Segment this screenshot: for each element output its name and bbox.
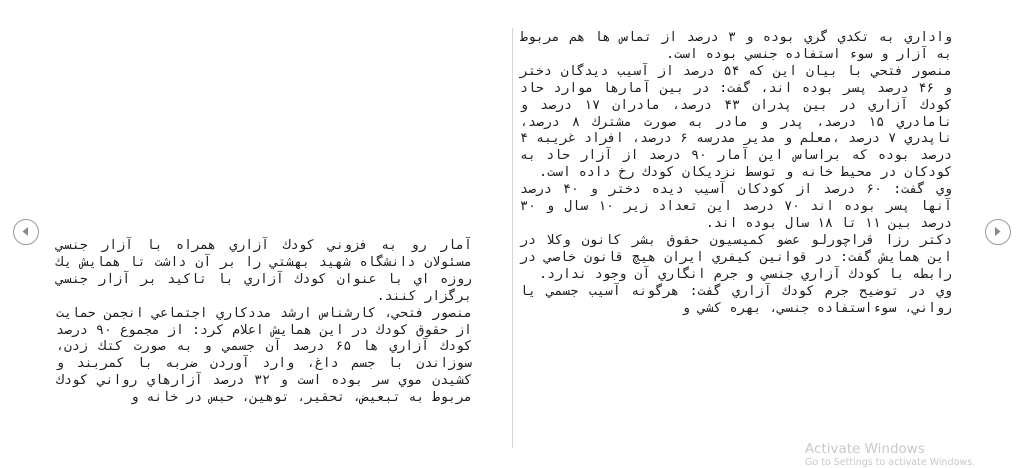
book-spine bbox=[512, 28, 513, 448]
paragraph: دكتر رزا قراچورلو عضو كميسيون حقوق بشر كانون وكلا در اين همايش گفت: در قوانين كيفري ايران هيچ قانون خاصي در رابطه با كودك آزاري جنسي و جرم انگاري آن وجود ندارد. bbox=[520, 232, 952, 282]
right-page-text bbox=[520, 30, 952, 317]
watermark-title: Activate Windows bbox=[805, 441, 925, 457]
paragraph: وي گفت: ۶۰ درصد از كودكان آسيب ديده دختر و ۴۰ درصد آنها پسر بوده اند ۷۰ درصد اين تعداد زير ۱۰ سال و ۳۰ درصد بين ۱۱ تا ۱۸ سال بوده اند. bbox=[520, 182, 953, 231]
paragraph: منصور فتحي با بيان اين كه ۵۴ درصد از آسيب ديدگان دختر و ۴۶ درصد پسر بوده اند، گفت: در بين آمارها موارد حاد كودك آزاري در بين پدران ۴۳ درصد، مادران ۱۷ درصد و نامادري ۱۵ درصد، پدر و مادر به صورت مشترك ۸ درصد، ناپدري ۷ درصد ،معلم و مدير مدرسه ۶ درصد، افراد غريبه ۴ درصد بوده كه براساس اين آمار ۹۰ درصد از آزار حاد به كودكان در محيط خانه و توسط نزديكان كودك رخ داده است. bbox=[520, 63, 953, 181]
activation-watermark bbox=[805, 441, 975, 468]
paragraph: آمار رو به فزوني كودك آزاري همراه با آزار جنسي مسئولان دانشگاه شهيد بهشتي را بر آن داشت تا همايش يك روزه اي با عنوان كودك آزاري با تاكيد بر آزار جنسي برگزار كنند. bbox=[56, 238, 472, 304]
left-page-text bbox=[56, 238, 472, 407]
next-page-button[interactable] bbox=[985, 219, 1011, 245]
paragraph: وي در توضيح جرم كودك آزاري گفت: هرگونه آسيب جسمي يا رواني، سوءاستفاده جنسي، بهره كشي و bbox=[520, 283, 952, 316]
paragraph: واداري به تكدي گري بوده و ۳ درصد از تماس ها هم مربوط به آزار و سوء استفاده جنسي بوده است. bbox=[520, 30, 952, 62]
chevron-right-icon bbox=[986, 220, 1009, 243]
chevron-left-icon bbox=[14, 220, 37, 243]
paragraph: منصور فتحي، كارشناس ارشد مددكاري اجتماعي انجمن حمايت از حقوق كودك در اين همايش اعلام كرد: از مجموع ۹۰ درصد كودك آزاري ها ۶۵ درصد آن جسمي و به صورت كتك زدن، سوزاندن با جسم داغ، وارد آوردن ضربه با كمربند و كشيدن موي سر بوده است و ۳۲ درصد آزارهاي رواني كودك مربوط به تبعيض، تحقير، توهين، حبس در خانه و bbox=[56, 305, 472, 406]
watermark-subtitle: Go to Settings to activate Windows. bbox=[805, 457, 976, 468]
previous-page-button[interactable] bbox=[13, 219, 39, 245]
